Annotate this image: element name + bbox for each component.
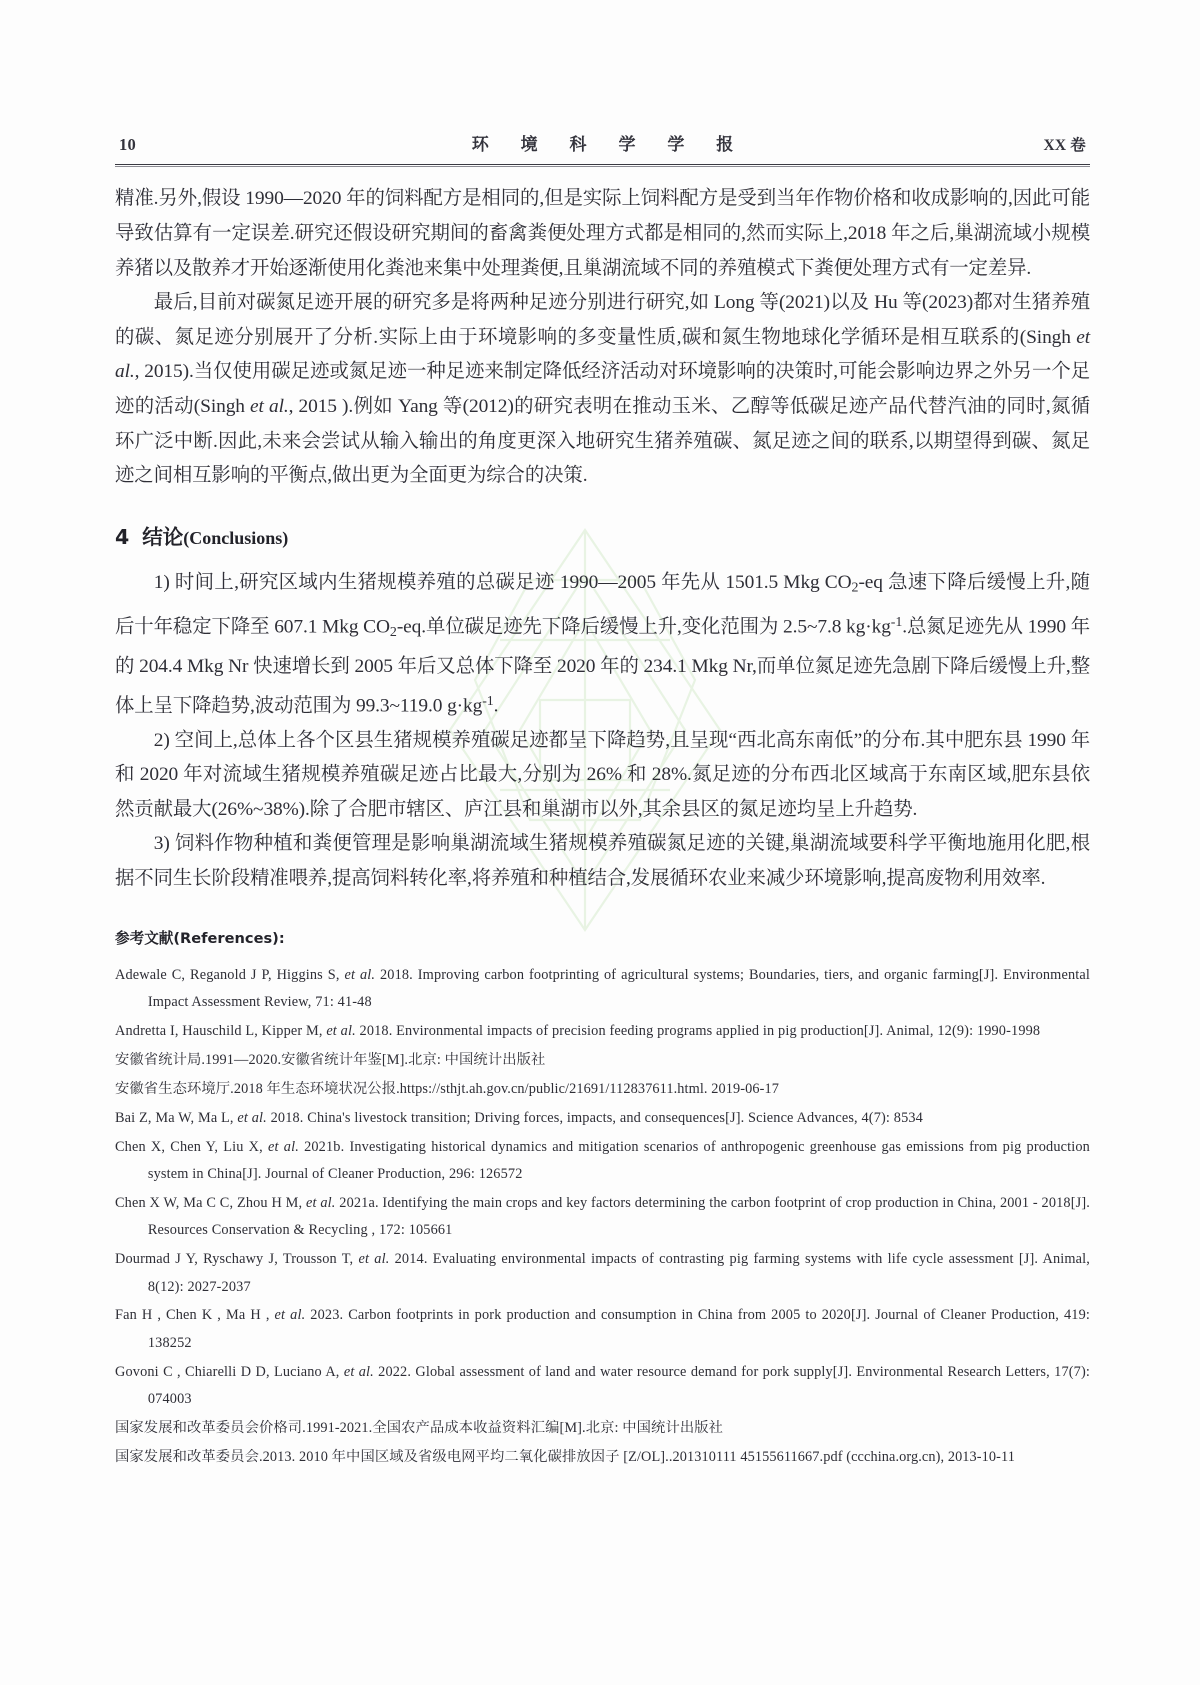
conclusion-item-1: 1) 时间上,研究区域内生猪规模养殖的总碳足迹 1990—2005 年先从 1501.5 Mkg $CO_2-eq$ 急速下降后缓慢上升,随后十年稳定下降至 607.1 Mkg $CO_2-eq$.单位碳足迹先下降后缓慢上升,变化范围为 2.5~7.8 $kg\cdot kg^{-1}$.总氮足迹先从 1990 年的 204.4 Mkg Nr 快速增长到 2005 年后又总体下降至 2020 年的 234.1 Mkg Nr,而单位氮足迹先急剧下降后缓慢上升,整体上呈下降趋势,波动范围为 99.3~119.0 $g\cdot kg^{-1}$.	[115, 571, 1091, 717]
reference-item: 安徽省统计局.1991—2020.安徽省统计年鉴[M].北京: 中国统计出版社	[115, 1051, 546, 1068]
reference-item: Adewale C, Reganold J P, Higgins S, et al. 2018. Improving carbon footprinting of agricultural systems; Boundaries, tiers, and organic farming[J]. Environmental Impact Assessment Review, 71: 41-48	[115, 966, 1090, 1011]
section-title-en: (Conclusions)	[183, 527, 289, 548]
conclusion-item-3: 3) 饲料作物种植和粪便管理是影响巢湖流域生猪规模养殖碳氮足迹的关键,巢湖流域要科学平衡地施用化肥,根据不同生长阶段精准喂养,提高饲料转化率,将养殖和种植结合,发展循环农业来减少环境影响,提高废物利用效率.	[115, 833, 1090, 890]
reference-item: Chen X, Chen Y, Liu X, et al. 2021b. Investigating historical dynamics and mitigation scenarios of anthropogenic greenhouse gas emissions from pig production system in China[J]. Journal of Cleaner Production, 296: 126572	[115, 1138, 1090, 1182]
reference-item: Fan H , Chen K , Ma H , et al. 2023. Carbon footprints in pork production and consumption in China from 2005 to 2020[J]. Journal of Cleaner Production, 419: 138252	[115, 1307, 1091, 1351]
paragraph-outlook: 最后,目前对碳氮足迹开展的研究多是将两种足迹分别进行研究,如 Long 等(2021)以及 Hu 等(2023)都对生猪养殖的碳、氮足迹分别展开了分析.实际上由于环境影响的多变量性质,碳和氮生物地球化学循环是相互联系的(Singh et al., 2015).当仅使用碳足迹或氮足迹一种足迹来制定降低经济活动对环境影响的决策时,可能会影响边界之外另一个足迹的活动(Singh et al., 2015 ).例如 Yang 等(2012)的研究表明在推动玉米、乙醇等低碳足迹产品代替汽油的同时,氮循环广泛中断.因此,未来会尝试从输入输出的角度更深入地研究生猪养殖碳、氮足迹之间的联系,以期望得到碳、氮足迹之间相互影响的平衡点,做出更为全面更为综合的决策.	[115, 292, 1090, 487]
volume-label: XX 卷	[1043, 137, 1086, 154]
references-list	[115, 962, 1090, 1472]
section-heading-conclusions	[115, 520, 1090, 550]
references-heading: 参考文献(References):	[115, 929, 285, 947]
header-rule	[115, 164, 1090, 167]
reference-item: 国家发展和改革委员会价格司.1991-2021.全国农产品成本收益资料汇编[M].北京: 中国统计出版社	[115, 1420, 724, 1437]
reference-item: Chen X W, Ma C C, Zhou H M, et al. 2021a. Identifying the main crops and key factors determining the carbon footprint of crop production in China, 2001 - 2018[J]. Resources Conservation & Recycling , 172: 105661	[115, 1194, 1090, 1239]
section-number: 4	[115, 524, 130, 549]
reference-item: Bai Z, Ma W, Ma L, et al. 2018. China's livestock transition; Driving forces, impacts, and consequences[J]. Science Advances, 4(7): 8534	[115, 1109, 923, 1126]
journal-title: 环 境 科 学 学 报	[471, 135, 747, 155]
page-number: 10	[119, 135, 136, 154]
reference-item: Andretta I, Hauschild L, Kipper M, et al. 2018. Environmental impacts of precision feeding programs applied in pig production[J]. Animal, 12(9): 1990-1998	[115, 1022, 1041, 1039]
reference-item: 安徽省生态环境厅.2018 年生态环境状况公报.https://sthjt.ah.gov.cn/public/21691/112837611.html. 2019-06-17	[115, 1080, 779, 1097]
paragraph-limitations: 精准.另外,假设 1990—2020 年的饲料配方是相同的,但是实际上饲料配方是受到当年作物价格和收成影响的,因此可能导致估算有一定误差.研究还假设研究期间的畜禽粪便处理方式都是相同的,然而实际上,2018 年之后,巢湖流域小规模养猪以及散养才开始逐渐使用化粪池来集中处理粪便,且巢湖流域不同的养殖模式下粪便处理方式有一定差异.	[115, 188, 1090, 279]
running-head	[115, 130, 1090, 164]
page-content	[115, 130, 1090, 1473]
reference-item: 国家发展和改革委员会.2013. 2010 年中国区域及省级电网平均二氧化碳排放因子 [Z/OL]..201310111 45155611667.pdf (ccchina.org.cn), 2013-10-11	[115, 1449, 1015, 1466]
conclusion-item-2: 2) 空间上,总体上各个区县生猪规模养殖碳足迹都呈下降趋势,且呈现“西北高东南低”的分布.其中肥东县 1990 年和 2020 年对流域生猪规模养殖碳足迹占比最大,分别为 26% 和 28%.氮足迹的分布西北区域高于东南区域,肥东县依然贡献最大(26%~38%).除了合肥市辖区、庐江县和巢湖市以外,其余县区的氮足迹均呈上升趋势.	[115, 729, 1091, 820]
section-title-cn: 结论	[142, 524, 184, 549]
reference-item: Govoni C , Chiarelli D D, Luciano A, et al. 2022. Global assessment of land and water resource demand for pork supply[J]. Environmental Research Letters, 17(7): 074003	[115, 1363, 1090, 1408]
reference-item: Dourmad J Y, Ryschawy J, Trousson T, et al. 2014. Evaluating environmental impacts of contrasting pig farming systems with life cycle assessment [J]. Animal, 8(12): 2027-2037	[115, 1251, 1090, 1295]
